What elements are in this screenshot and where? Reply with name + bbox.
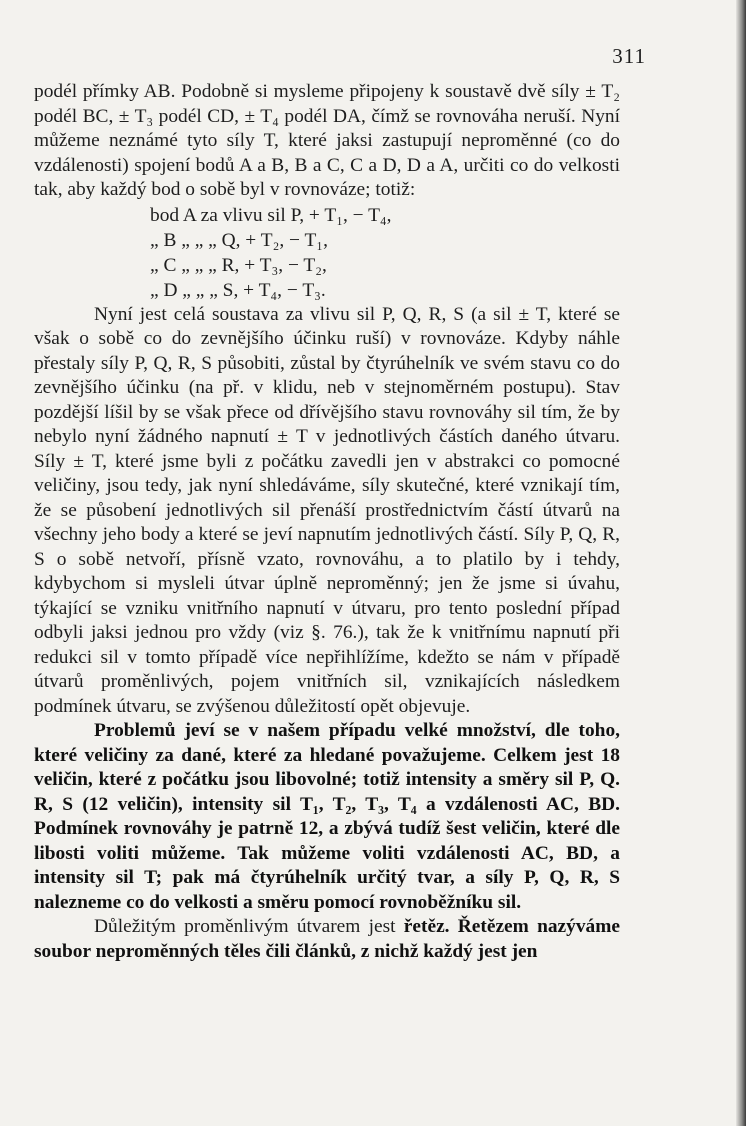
page-body	[34, 80, 620, 964]
force-table	[34, 203, 620, 303]
paragraph-4-bold: řetěz. Řetězem nazýváme soubor neproměnných těles čili článků, z nichž každý jest jen	[34, 916, 620, 962]
paragraph-4	[34, 915, 620, 964]
paragraph-1: podél přímky AB. Podobně si mysleme připojeny k soustavě dvě síly ± T₂ podél BC, ± T₃ podél CD, ± T₄ podél DA, čímž se rovnováha neruší. Nyní můžeme neznámé tyto síly T, které jaksi zastupují neproměnné (co do vzdálenosti) spojení bodů A a B, B a C, C a D, D a A, určiti co do velkosti tak, aby každý bod o sobě byl v rovnováze; totiž:	[34, 81, 620, 200]
force-table-row-c: „ C „ „ „ R, + T₃, − T₂,	[150, 254, 327, 276]
force-table-row-a: bod A za vlivu sil P, + T₁, − T₄,	[150, 204, 392, 226]
book-spine-shadow	[736, 0, 746, 1126]
paragraph-3: Problemů jeví se v našem případu velké množství, dle toho, které veličiny za dané, které za hledané považujeme. Celkem jest 18 veličin, které z počátku jsou libovolné; totiž intensity a směry sil P, Q. R, S (12 veličin), intensity sil T₁, T₂, T₃, T₄ a vzdálenosti AC, BD. Podmínek rovnováhy je patrně 12, a zbývá tudíž šest veličin, které dle libosti voliti můžeme. Tak můžeme voliti vzdálenosti AC, BD, a intensity sil T; pak má čtyrúhelník určitý tvar, a síly P, Q, R, S nalezneme co do velkosti a směru pomocí rovnoběžníku sil.	[34, 720, 620, 913]
page-number: 311	[612, 44, 646, 68]
paragraph-2: Nyní jest celá soustava za vlivu sil P, Q, R, S (a sil ± T, které se však o sobě co do zevnějšího účinku ruší) v rovnováze. Kdyby náhle přestaly síly P, Q, R, S působiti, zůstal by čtyrúhelník ve svém stavu co do zevnějšího účinku (na př. v klidu, neb v stejnoměrném postupu). Stav pozdější líšil by se však přece od dřívějšího stavu rovnováhy sil tím, že by nebylo nyní žádného napnutí ± T v jednotlivých částích daného útvaru. Síly ± T, které jsme byli z počátku zavedli jen v abstrakci co pomocné veličiny, jsou tedy, jak nyní shledáváme, síly skutečné, které vznikají tím, že se působení jednotlivých sil přenáší prostřednictvím částí útvarů na všechny jeho body a které se jeví napnutím jednotlivých částí. Síly P, Q, R, S o sobě netvoří, přísně vzato, rovnováhu, a to platilo by i tehdy, kdybychom si mysleli útvar úplně neproměnný; jen že jsme si úvahu, týkající se vzniku vnitřního napnutí v útvaru, pro tento poslední případ odbyli jaksi jednou pro vždy (viz §. 76.), tak že k vnitřnímu napnutí při redukci sil v tomto případě více nepřihlížíme, kdežto se nám v případě útvarů proměnlivých, pojem vnitřních sil, vznikajících následkem podmínek útvaru, se zvýšenou důležitostí opět objevuje.	[34, 303, 620, 717]
force-table-row-b: „ B „ „ „ Q, + T₂, − T₁,	[150, 229, 328, 251]
paragraph-4-regular: Důležitým proměnlivým útvarem jest	[94, 916, 404, 937]
force-table-row-d: „ D „ „ „ S, + T₄, − T₃.	[150, 279, 326, 301]
